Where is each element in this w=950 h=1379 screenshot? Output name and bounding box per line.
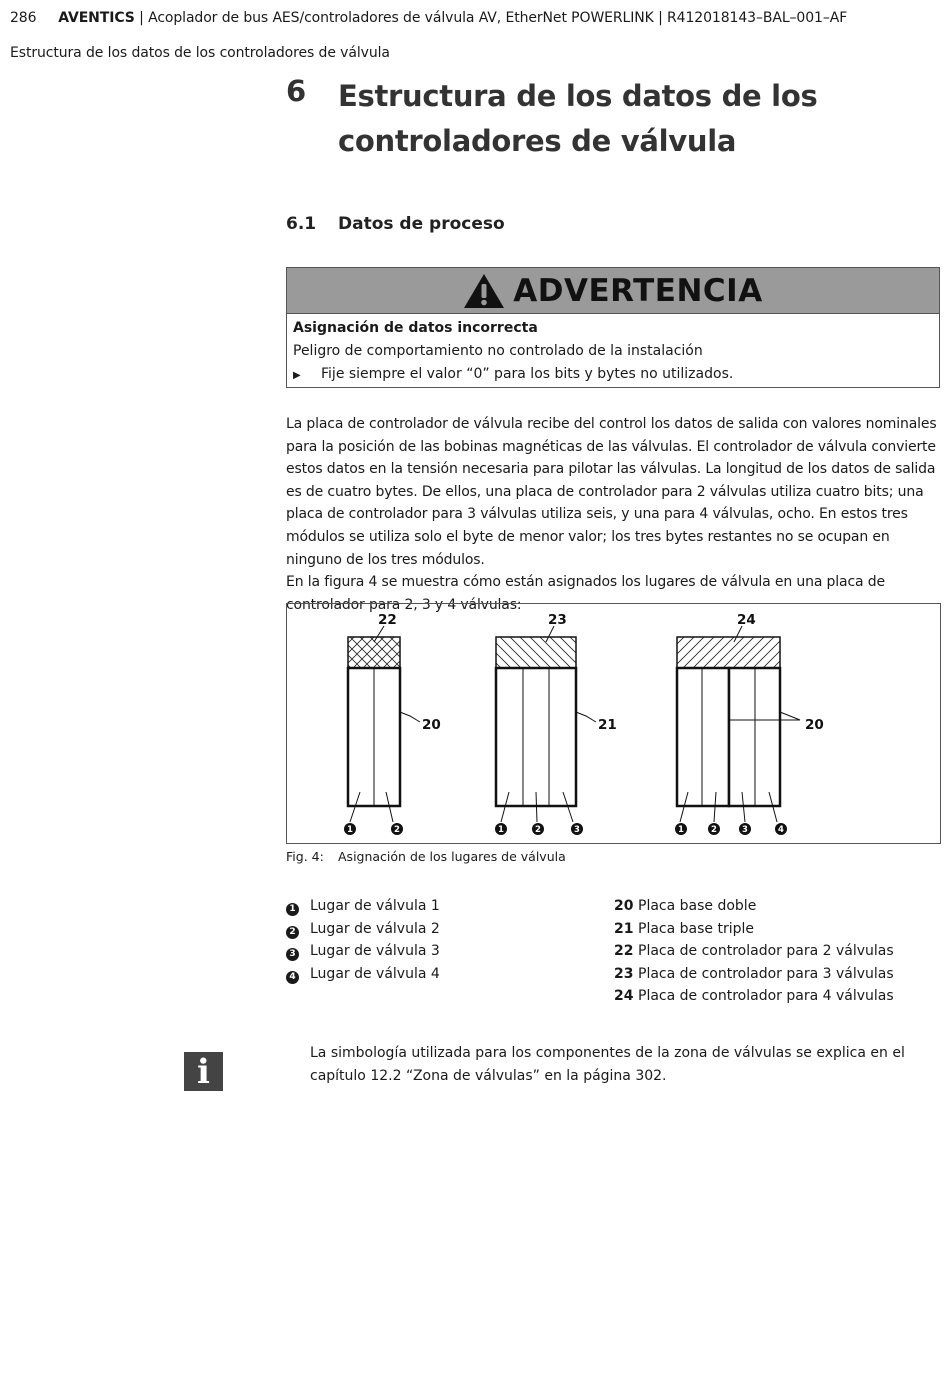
warning-triangle-icon — [463, 273, 505, 309]
svg-text:1: 1 — [678, 825, 684, 835]
label-22: 22 — [378, 612, 397, 628]
svg-text:3: 3 — [574, 825, 580, 835]
body-paragraph-2: En la figura 4 se muestra cómo están asignados los lugares de válvula en una placa de controlador para 2, 3 y 4 válvulas: — [286, 574, 885, 613]
valve-marker-3-icon: 3 — [286, 948, 299, 961]
legend-item: 22 Placa de controlador para 2 válvulas — [614, 943, 894, 960]
warning-box — [286, 267, 940, 388]
legend-item: 2 Lugar de válvula 2 — [286, 918, 440, 941]
valve-position-2-marker — [391, 823, 403, 835]
valve-position-1-marker — [675, 823, 687, 835]
legend-item: 21 Placa base triple — [614, 920, 754, 937]
valve-position-4-marker — [775, 823, 787, 835]
chapter-number: 6 — [286, 74, 307, 108]
figure-caption-text: Asignación de los lugares de válvula — [338, 849, 566, 864]
svg-text:1: 1 — [498, 825, 504, 835]
valve-marker-4-icon: 4 — [286, 971, 299, 984]
page-number: 286 — [10, 10, 37, 26]
controller-3-valves — [496, 637, 576, 806]
warning-action-text: Fije siempre el valor “0” para los bits y bytes no utilizados. — [321, 366, 734, 382]
valve-position-2-marker — [708, 823, 720, 835]
info-icon: i — [184, 1052, 223, 1091]
running-subheader: Estructura de los datos de los controladores de válvula — [10, 45, 390, 61]
svg-text:3: 3 — [742, 825, 748, 835]
chapter-title: Estructura de los datos de los controladores de válvula — [338, 79, 818, 158]
svg-text:2: 2 — [535, 825, 541, 835]
controller-2-valves — [348, 637, 400, 806]
svg-text:1: 1 — [347, 825, 353, 835]
legend-item: 20 Placa base doble — [614, 898, 757, 914]
info-note: La simbología utilizada para los componentes de la zona de válvulas se explica en el capítulo 12.2 “Zona de válvulas” en la página 302. — [310, 1045, 905, 1084]
valve-position-3-marker — [571, 823, 583, 835]
warning-header — [287, 268, 939, 314]
svg-text:2: 2 — [394, 825, 400, 835]
body-text — [286, 413, 942, 616]
svg-text:4: 4 — [778, 825, 784, 835]
figure-caption-label: Fig. 4: — [286, 849, 324, 864]
valve-position-1-marker — [495, 823, 507, 835]
controller-4-valves — [677, 637, 780, 806]
brand-name: AVENTICS — [58, 10, 135, 26]
svg-text:2: 2 — [711, 825, 717, 835]
legend-valve-positions — [286, 895, 440, 985]
legend-item: 1 Lugar de válvula 1 — [286, 895, 440, 918]
header-title: | Acoplador de bus AES/controladores de válvula AV, EtherNet POWERLINK | R412018143–BAL–001–AF — [134, 10, 848, 26]
label-20-double-base: 20 — [422, 717, 441, 733]
label-23: 23 — [548, 612, 567, 628]
legend-item: 4 Lugar de válvula 4 — [286, 963, 440, 986]
label-24: 24 — [737, 612, 756, 628]
running-header — [10, 10, 847, 26]
warning-heading: Asignación de datos incorrecta — [293, 320, 538, 336]
valve-position-2-marker — [532, 823, 544, 835]
section-number: 6.1 — [286, 214, 317, 234]
action-arrow-icon: ▶ — [293, 370, 301, 381]
body-paragraph-1: La placa de controlador de válvula recibe del control los datos de salida con valores nominales para la posición de las bobinas magnéticas de las válvulas. El controlador de válvula convierte estos datos en la tensión necesaria para pilotar las válvulas. La longitud de los datos de salida es de cuatro bytes. De ellos, una placa de controlador para 2 válvulas utiliza cuatro bits; una placa de controlador para 3 válvulas utiliza seis, y una para 4 válvulas, ocho. En estos tres módulos se utiliza solo el byte de menor valor; los tres bytes restantes no se ocupan en ninguno de los tres módulos. — [286, 416, 937, 568]
valve-marker-1-icon: 1 — [286, 903, 299, 916]
legend-item: 3 Lugar de válvula 3 — [286, 940, 440, 963]
valve-position-3-marker — [739, 823, 751, 835]
valve-marker-2-icon: 2 — [286, 926, 299, 939]
valve-assignment-diagram — [287, 604, 940, 843]
valve-position-1-marker — [344, 823, 356, 835]
figure-frame — [286, 603, 941, 844]
section-title: Datos de proceso — [338, 214, 505, 234]
legend-item: 24 Placa de controlador para 4 válvulas — [614, 988, 894, 1005]
warning-action — [293, 366, 733, 382]
warning-label: ADVERTENCIA — [513, 272, 763, 309]
legend-components — [614, 895, 894, 1008]
label-21-triple-base: 21 — [598, 717, 617, 733]
figure-caption — [286, 849, 566, 864]
label-20-double-base-b: 20 — [805, 717, 824, 733]
warning-consequence: Peligro de comportamiento no controlado de la instalación — [293, 343, 703, 359]
legend-item: 23 Placa de controlador para 3 válvulas — [614, 965, 894, 982]
